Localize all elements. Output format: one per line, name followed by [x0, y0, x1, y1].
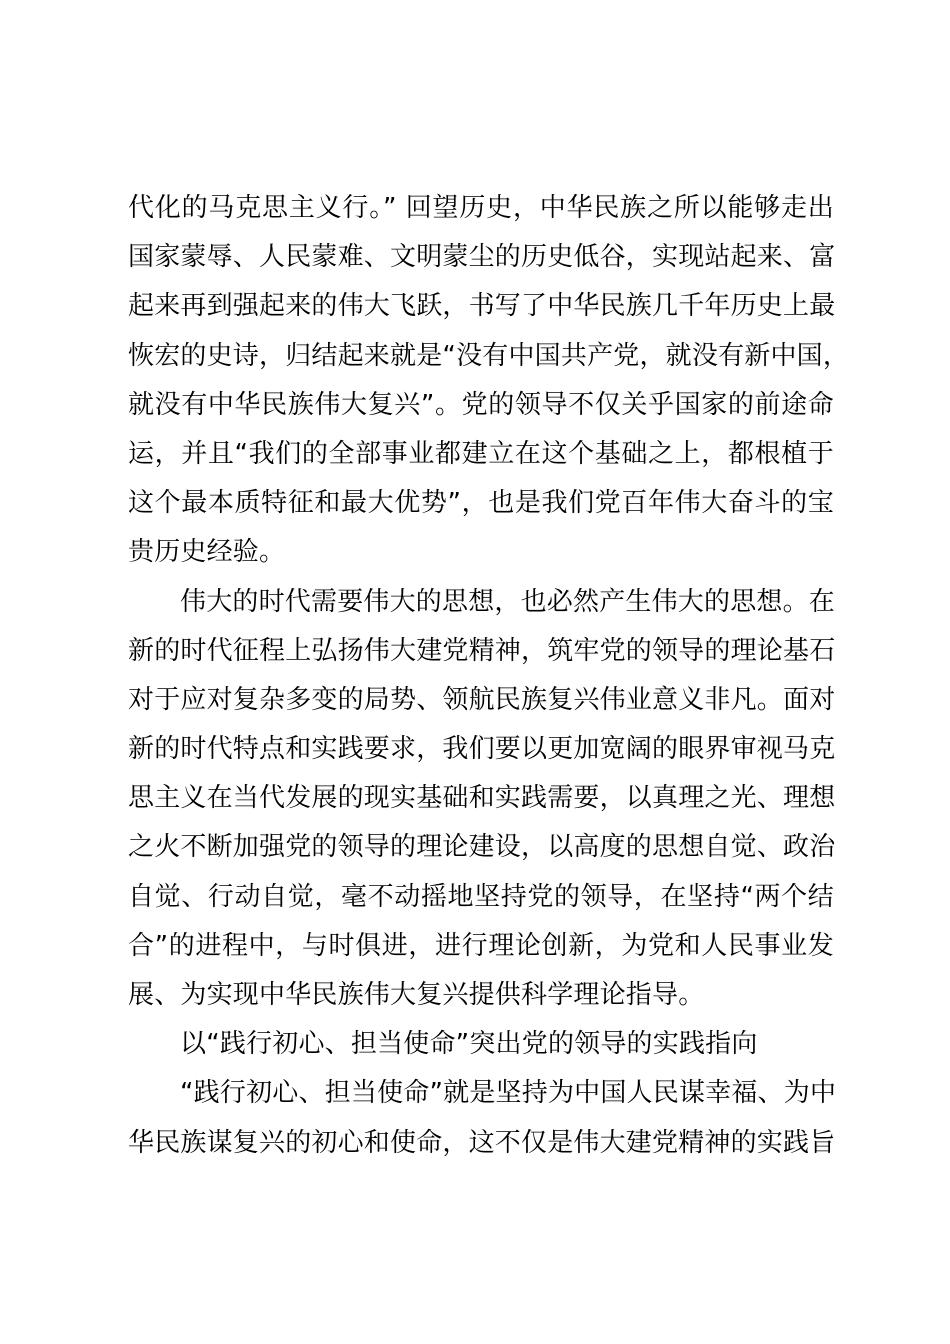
text-line: 新的时代征程上弘扬伟大建党精神，筑牢党的领导的理论基石 — [128, 635, 836, 666]
text-line: 国家蒙辱、人民蒙难、文明蒙尘的历史低谷，实现站起来、富 — [128, 242, 836, 273]
text-line: “践行初心、担当使命”就是坚持为中国人民谋幸福、为中 — [180, 1078, 837, 1109]
text-line: 华民族谋复兴的初心和使命，这不仅是伟大建党精神的实践旨 — [128, 1127, 836, 1158]
body-text — [128, 184, 850, 1168]
text-line: 合”的进程中，与时俱进，进行理论创新，为党和人民事业发 — [128, 930, 834, 961]
text-line: 思主义在当代发展的现实基础和实践需要，以真理之光、理想 — [128, 783, 836, 814]
text-line: 展、为实现中华民族伟大复兴提供科学理论指导。 — [128, 980, 705, 1010]
text-line: 自觉、行动自觉，毫不动摇地坚持党的领导，在坚持“两个结 — [128, 881, 834, 912]
text-line: 恢宏的史诗，归结起来就是“没有中国共产党，就没有新中国， — [128, 340, 850, 371]
text-line: 就没有中华民族伟大复兴”。党的领导不仅关乎国家的前途命 — [128, 389, 834, 420]
text-line: 贵历史经验。 — [128, 537, 286, 568]
text-line: 运，并且“我们的全部事业都建立在这个基础之上，都根植于 — [128, 438, 834, 469]
text-line: 之火不断加强党的领导的理论建设，以高度的思想自觉、政治 — [128, 832, 836, 863]
text-line: 代化的马克思主义行。” 回望历史，中华民族之所以能够走出 — [128, 193, 834, 223]
text-line: 新的时代特点和实践要求，我们要以更加宽阔的眼界审视马克 — [128, 734, 836, 765]
section-heading: 以“践行初心、担当使命”突出党的领导的实践指向 — [180, 1029, 758, 1060]
text-line: 伟大的时代需要伟大的思想，也必然产生伟大的思想。在 — [180, 586, 836, 617]
text-line: 这个最本质特征和最大优势”，也是我们党百年伟大奋斗的宝 — [128, 488, 834, 519]
text-line: 起来再到强起来的伟大飞跃，书写了中华民族几千年历史上最 — [128, 291, 836, 322]
text-line: 对于应对复杂多变的局势、领航民族复兴伟业意义非凡。面对 — [128, 684, 836, 715]
